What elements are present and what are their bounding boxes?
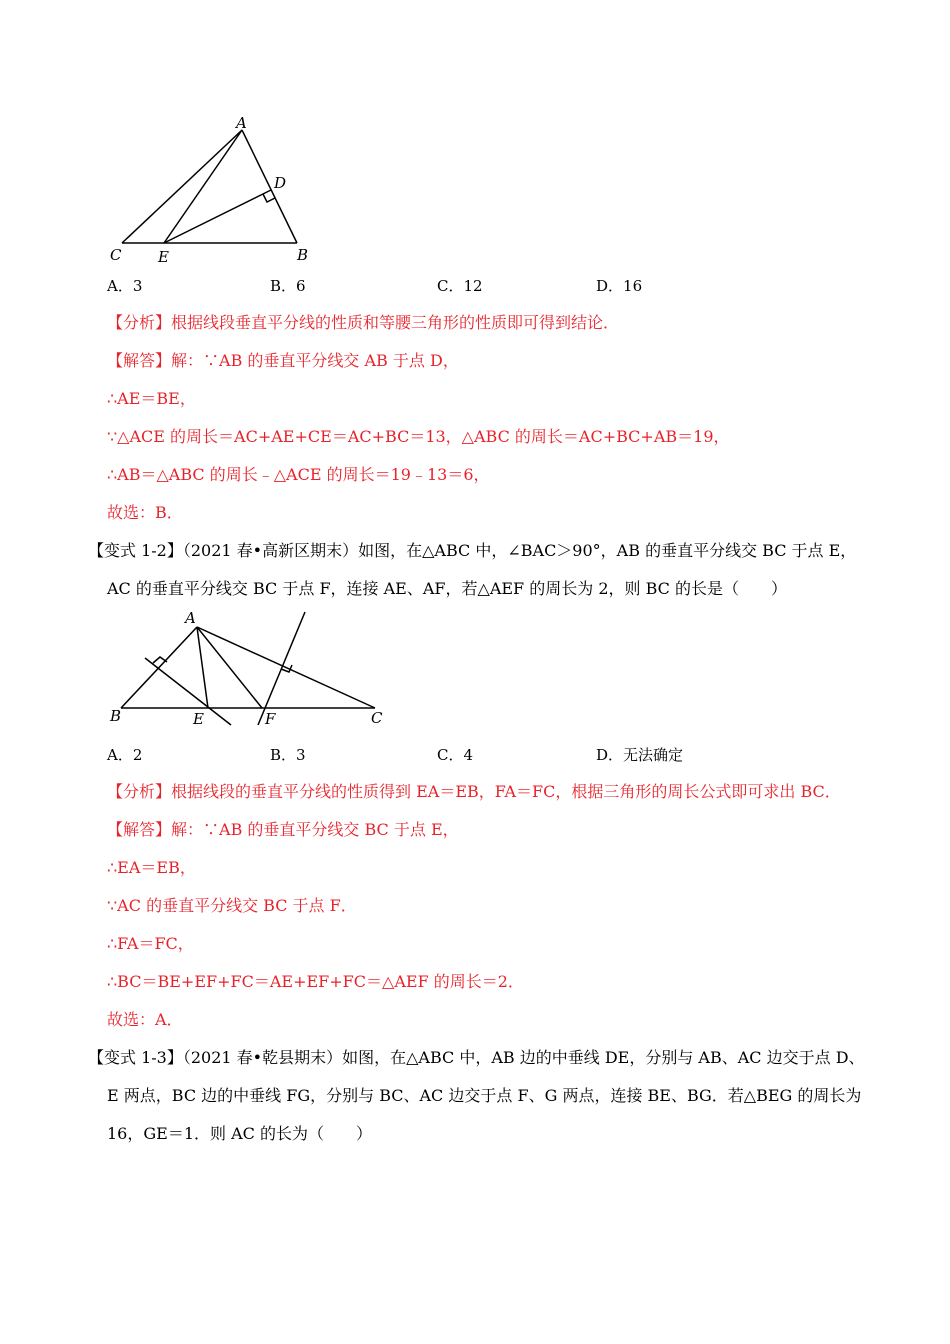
q2-stem-line-1 — [88, 540, 856, 562]
label-d: D — [274, 174, 287, 192]
q1-choice-c: C．12 — [437, 277, 483, 295]
q2-step-4: ∴FA＝FC， — [107, 934, 194, 953]
label-f: F — [265, 710, 276, 728]
segment-ed — [164, 190, 271, 243]
q2-step-3: ∵AC 的垂直平分线交 BC 于点 F． — [107, 896, 357, 915]
q3-stem-line-1 — [88, 1047, 865, 1069]
q3-stem-line-2: E 两点，BC 边的中垂线 FG，分别与 BC、AC 边交于点 F、G 两点，连接 BE、BG．若△BEG 的周长为 — [107, 1086, 862, 1105]
segment-ca — [122, 130, 242, 243]
q1-answer-tag: 【解答】 — [107, 351, 172, 370]
perp-bisector-ab — [145, 658, 231, 725]
q2-step-2: ∴EA＝EB， — [107, 858, 196, 877]
q2-step-1: 解：∵AB 的垂直平分线交 BC 于点 E， — [171, 820, 459, 839]
label-b: B — [297, 246, 309, 264]
q1-step-1: 解：∵AB 的垂直平分线交 AB 于点 D， — [171, 351, 459, 370]
q2-analysis — [107, 781, 841, 803]
q2-analysis-tag: 【分析】 — [107, 782, 172, 801]
q2-choice-b: B．3 — [270, 746, 306, 764]
segment-ab — [242, 130, 297, 243]
q2-step-5: ∴BC＝BE+EF+FC＝AE+EF+FC＝△AEF 的周长＝2． — [107, 972, 524, 991]
q1-analysis-text: 根据线段垂直平分线的性质和等腰三角形的性质即可得到结论． — [171, 313, 620, 332]
q2-answer-tag: 【解答】 — [107, 820, 172, 839]
label-e: E — [193, 710, 204, 728]
q1-step-4: ∴AB＝△ABC 的周长﹣△ACE 的周长＝19﹣13＝6， — [107, 465, 490, 484]
q1-analysis-tag: 【分析】 — [107, 313, 172, 332]
label-e: E — [158, 248, 169, 266]
q3-title-tag: 【变式 1-3】 — [88, 1048, 183, 1067]
q1-choice-a: A．3 — [107, 277, 143, 295]
q1-step-3: ∵△ACE 的周长＝AC+AE+CE＝AC+BC＝13，△ABC 的周长＝AC+BC+AB＝19， — [107, 427, 730, 446]
q2-choice-c: C．4 — [437, 746, 474, 764]
q3-stem-line-3: 16，GE＝1．则 AC 的长为（ ） — [107, 1124, 372, 1143]
q2-stem-1: （2021 春•高新区期末）如图，在△ABC 中，∠BAC＞90°，AB 的垂直平分线交 BC 于点 E， — [182, 541, 857, 560]
label-c: C — [110, 246, 122, 264]
q1-choice-d: D．16 — [596, 277, 643, 295]
q1-step-2: ∴AE＝BE， — [107, 389, 196, 408]
q2-title-tag: 【变式 1-2】 — [88, 541, 183, 560]
q1-analysis — [107, 312, 619, 334]
label-a: A — [236, 114, 247, 132]
q2-choice-a: A．2 — [107, 746, 143, 764]
q2-answer-line-1 — [107, 819, 459, 841]
label-c: C — [371, 709, 383, 727]
triangle-figure-2 — [105, 605, 395, 730]
segment-ac — [197, 627, 375, 708]
triangle-figure-1 — [100, 110, 330, 270]
q1-answer-line-1 — [107, 350, 459, 372]
q3-stem-1: （2021 春•乾县期末）如图，在△ABC 中，AB 边的中垂线 DE，分别与 AB、AC 边交于点 D、 — [182, 1048, 865, 1067]
segment-ab — [121, 627, 197, 708]
segment-ae — [164, 130, 242, 243]
label-a: A — [185, 609, 196, 627]
label-b: B — [110, 707, 122, 725]
q2-choice-d: D．无法确定 — [596, 746, 684, 764]
q1-choice-b: B．6 — [270, 277, 306, 295]
q2-step-6: 故选：A． — [107, 1010, 183, 1029]
q2-analysis-text: 根据线段的垂直平分线的性质得到 EA＝EB，FA＝FC，根据三角形的周长公式即可求出 BC． — [171, 782, 841, 801]
q1-step-5: 故选：B． — [107, 503, 183, 522]
q2-stem-line-2: AC 的垂直平分线交 BC 于点 F，连接 AE、AF，若△AEF 的周长为 2，则 BC 的长是（ ） — [107, 579, 787, 598]
